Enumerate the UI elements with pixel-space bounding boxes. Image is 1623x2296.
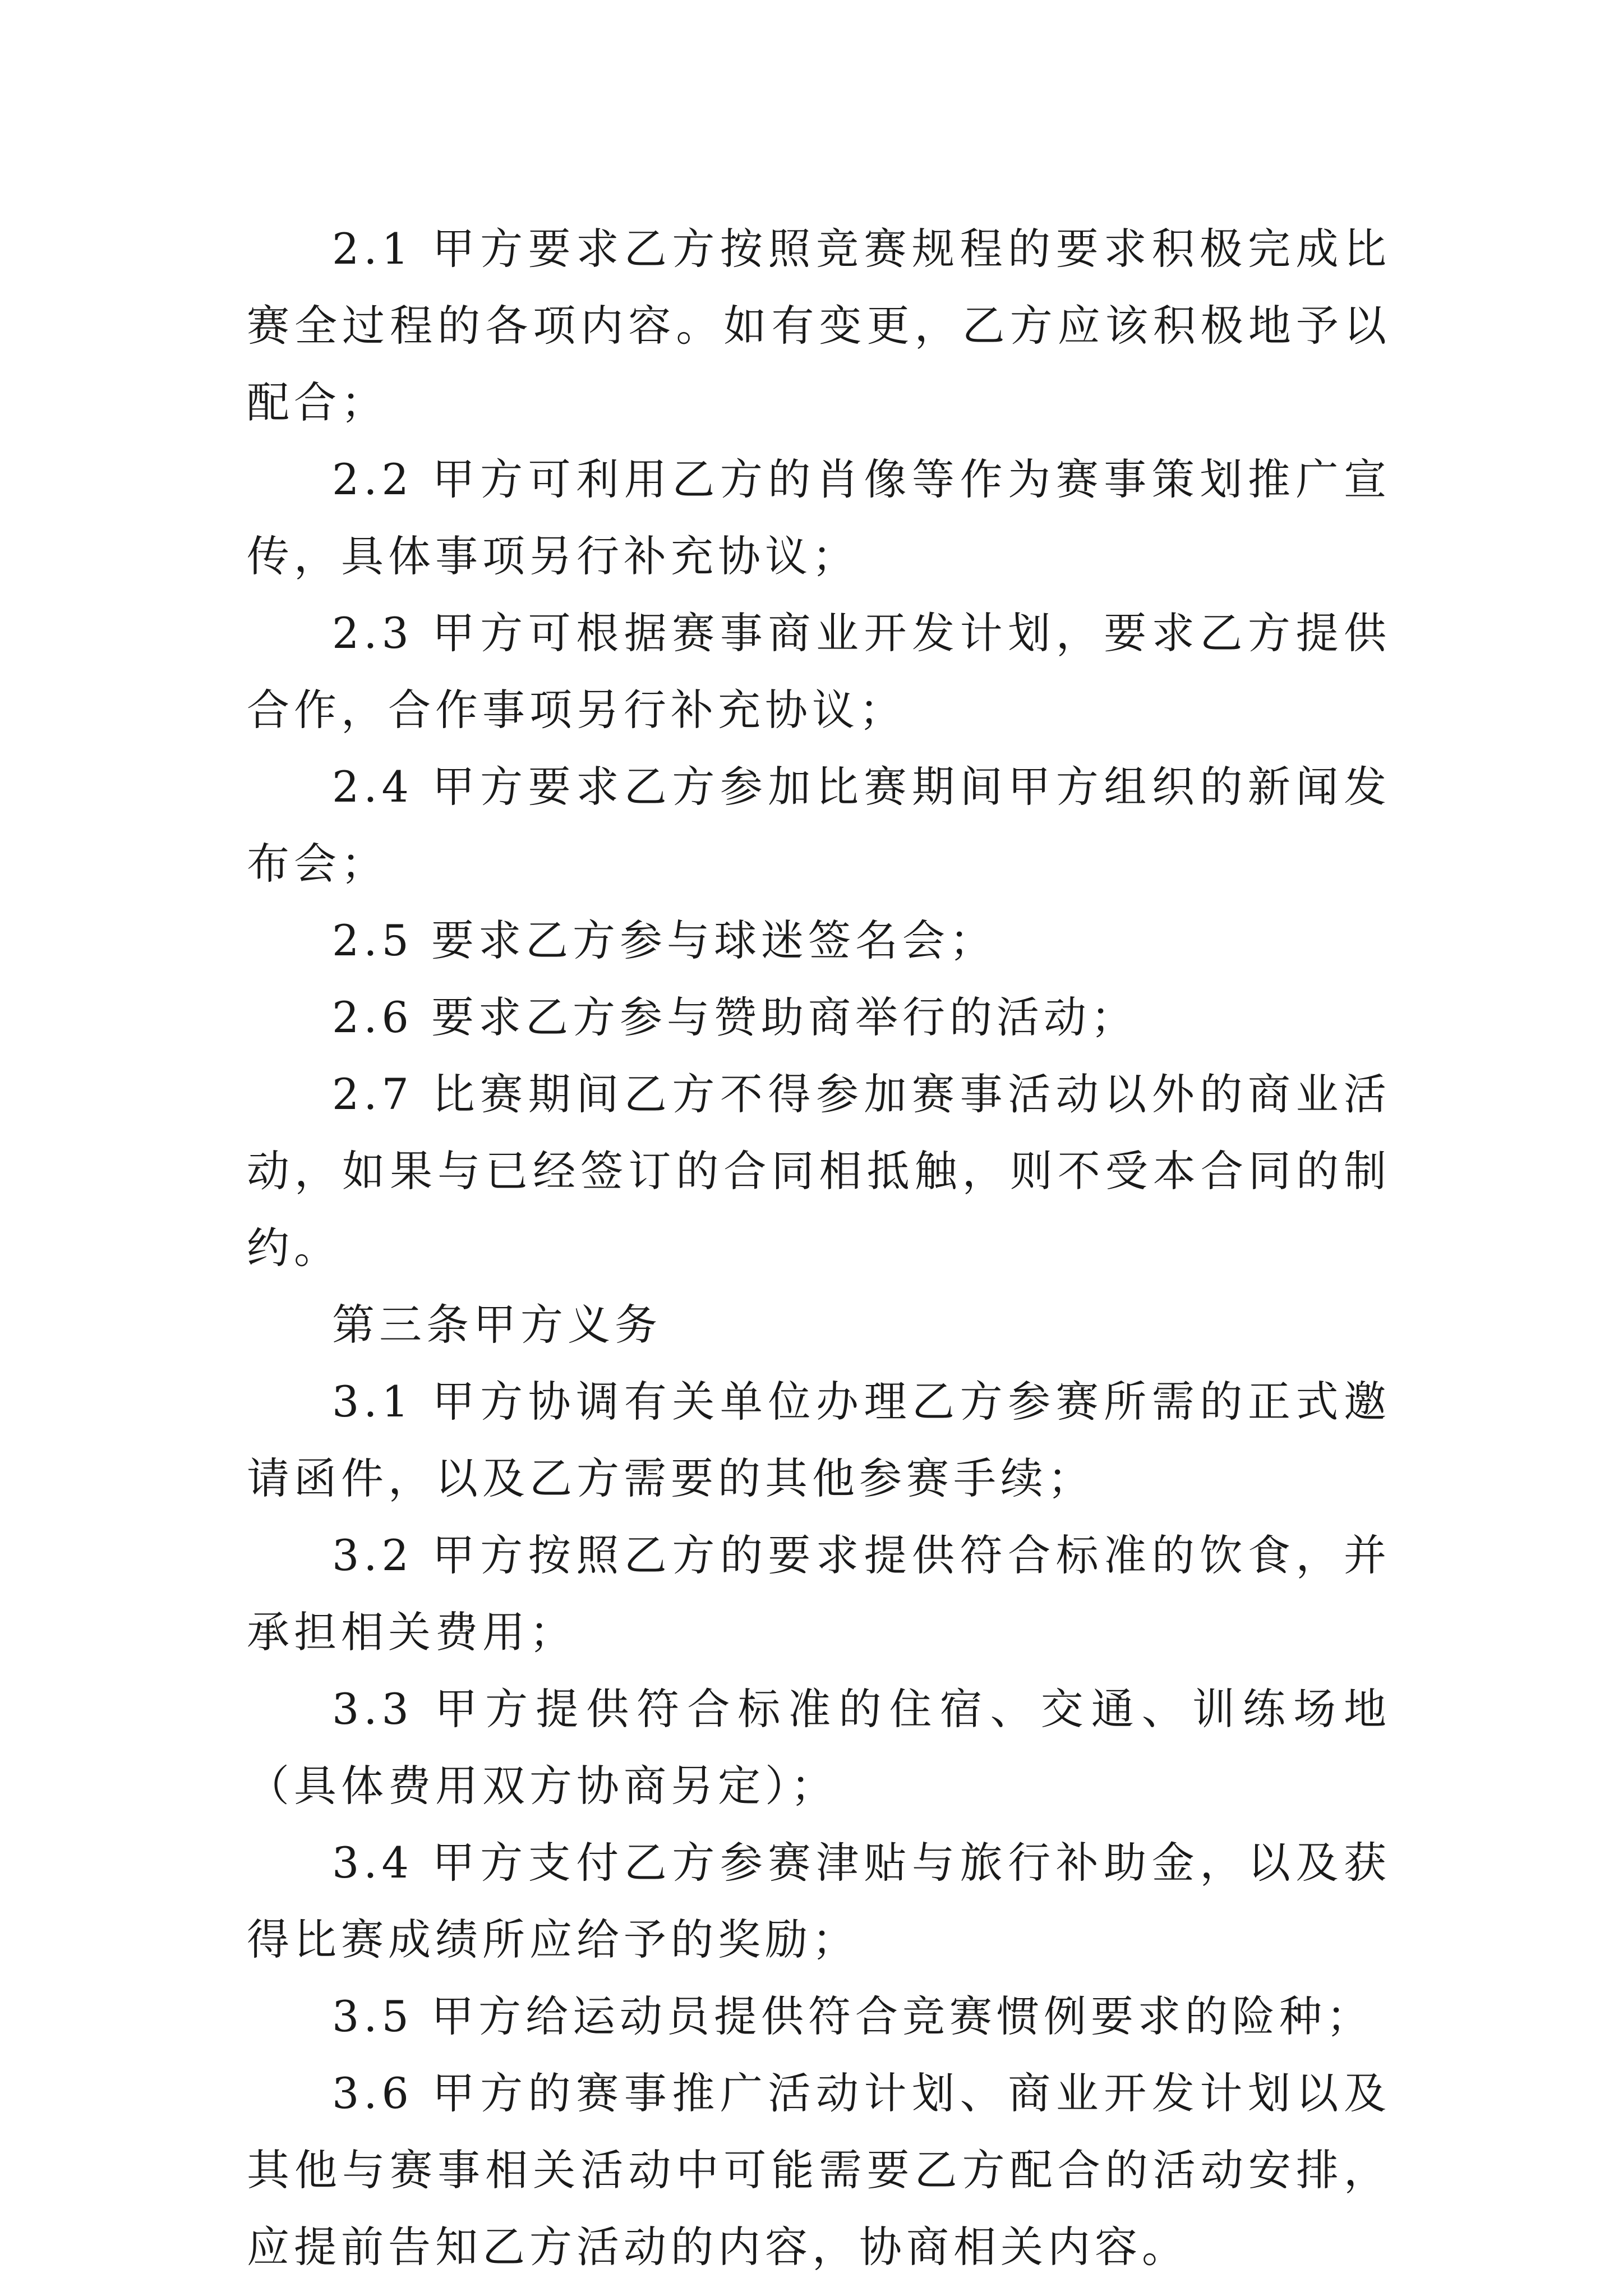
clause-3-1: 3.1 甲方协调有关单位办理乙方参赛所需的正式邀请函件，以及乙方需要的其他参赛手续； <box>247 1377 1391 1503</box>
clause-3-2: 3.2 甲方按照乙方的要求提供符合标准的饮食，并承担相关费用； <box>247 1530 1391 1657</box>
clause-2-2: 2.2 甲方可利用乙方的肖像等作为赛事策划推广宣传，具体事项另行补充协议； <box>247 454 1391 581</box>
clause-2-5: 2.5 要求乙方参与球迷签名会； <box>332 915 997 965</box>
clause-3-4: 3.4 甲方支付乙方参赛津贴与旅行补助金，以及获得比赛成绩所应给予的奖励； <box>247 1838 1391 1964</box>
document-body <box>247 210 1391 2285</box>
clause-2-6: 2.6 要求乙方参与赞助商举行的活动； <box>332 992 1138 1042</box>
clause-2-1: 2.1 甲方要求乙方按照竞赛规程的要求积极完成比赛全过程的各项内容。如有变更，乙方应该积极地予以配合； <box>247 224 1391 427</box>
clause-3-5: 3.5 甲方给运动员提供符合竞赛惯例要求的险种； <box>332 1991 1374 2041</box>
clause-2-3: 2.3 甲方可根据赛事商业开发计划，要求乙方提供合作，合作事项另行补充协议； <box>247 608 1391 735</box>
clause-3-3: 3.3 甲方提供符合标准的住宿、交通、训练场地（具体费用双方协商另定）； <box>247 1684 1391 1811</box>
clause-2-4: 2.4 甲方要求乙方参加比赛期间甲方组织的新闻发布会； <box>247 762 1391 889</box>
clause-3-6: 3.6 甲方的赛事推广活动计划、商业开发计划以及其他与赛事相关活动中可能需要乙方配合的活动安排，应提前告知乙方活动的内容，协商相关内容。 <box>247 2068 1391 2272</box>
section-heading-article-3: 第三条甲方义务 <box>332 1300 662 1350</box>
clause-2-7: 2.7 比赛期间乙方不得参加赛事活动以外的商业活动，如果与已经签订的合同相抵触，则不受本合同的制约。 <box>247 1069 1391 1273</box>
